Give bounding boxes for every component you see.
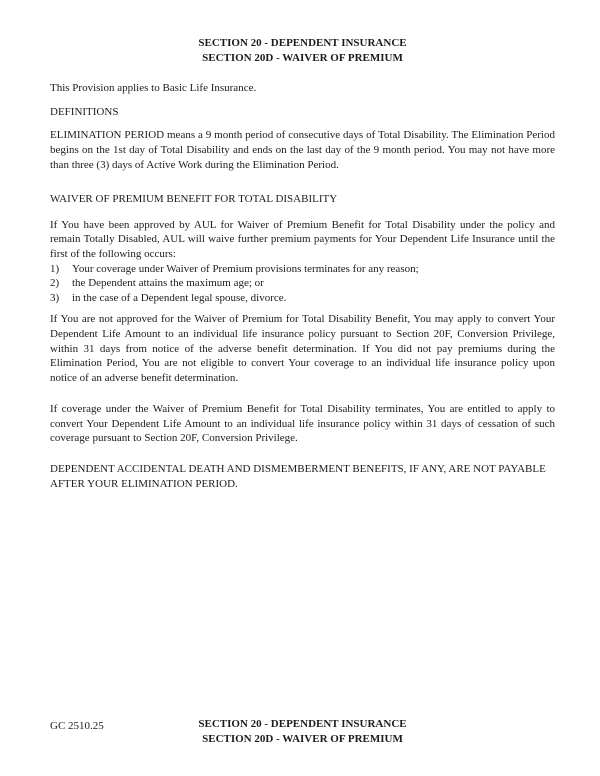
list-item	[50, 262, 555, 277]
add-benefits-paragraph: DEPENDENT ACCIDENTAL DEATH AND DISMEMBERMENT BENEFITS, IF ANY, ARE NOT PAYABLE AFTER YOUR ELIMINATION PERIOD.	[50, 463, 546, 490]
waiver-benefit-heading: WAIVER OF PREMIUM BENEFIT FOR TOTAL DISABILITY	[50, 193, 338, 206]
list-item-number: 2)	[50, 277, 60, 290]
footer-section-titles	[50, 717, 555, 746]
page-header	[50, 36, 555, 65]
elimination-period-paragraph: ELIMINATION PERIOD means a 9 month period of consecutive days of Total Disability. The Elimination Period begins on the 1st day of Total Disability and ends on the last day of the 9 month period. You may not have more than three (3) days of Active Work during the Elimination Period.	[50, 129, 555, 171]
list-item-number: 3)	[50, 291, 60, 304]
not-approved-paragraph: If You are not approved for the Waiver of Premium for Total Disability Benefit, You may apply to convert Your Dependent Life Amount to an individual life insurance policy pursuant to Section 20F, Conversion Privilege, within 31 days from notice of the adverse benefit determination. If You did not pay premiums during the Elimination Period, You are not eligible to convert Your coverage to an individual life insurance policy upon notice of an adverse benefit determination.	[50, 313, 555, 384]
form-code: GC 2510.25	[50, 720, 104, 732]
provision-intro-text: This Provision applies to Basic Life Insurance.	[50, 82, 257, 95]
list-item-text: in the case of a Dependent legal spouse, divorce.	[72, 291, 287, 304]
definitions-heading: DEFINITIONS	[50, 105, 119, 118]
footer-section-title: SECTION 20 - DEPENDENT INSURANCE	[198, 718, 407, 730]
list-item-number: 1)	[50, 262, 60, 275]
list-item-text: Your coverage under Waiver of Premium provisions terminates for any reason;	[72, 262, 419, 275]
page-footer	[50, 717, 555, 746]
list-item-text: the Dependent attains the maximum age; or	[72, 277, 264, 290]
waiver-intro-paragraph: If You have been approved by AUL for Waiver of Premium Benefit for Total Disability under the policy and remain Totally Disabled, AUL will waive further premium payments for Your Dependent Life Insurance until the first of the following occurs:	[50, 218, 555, 260]
waiver-termination-list	[50, 262, 555, 306]
list-item	[50, 291, 555, 306]
coverage-terminates-paragraph: If coverage under the Waiver of Premium Benefit for Total Disability terminates, You are entitled to apply to convert Your Dependent Life Amount to an individual life insurance policy within 31 days of cessation of such coverage pursuant to Section 20F, Conversion Privilege.	[50, 403, 555, 445]
list-item	[50, 276, 555, 291]
header-section-title: SECTION 20 - DEPENDENT INSURANCE	[198, 37, 407, 49]
footer-subsection-title: SECTION 20D - WAIVER OF PREMIUM	[202, 732, 403, 745]
header-subsection-title: SECTION 20D - WAIVER OF PREMIUM	[202, 51, 403, 64]
